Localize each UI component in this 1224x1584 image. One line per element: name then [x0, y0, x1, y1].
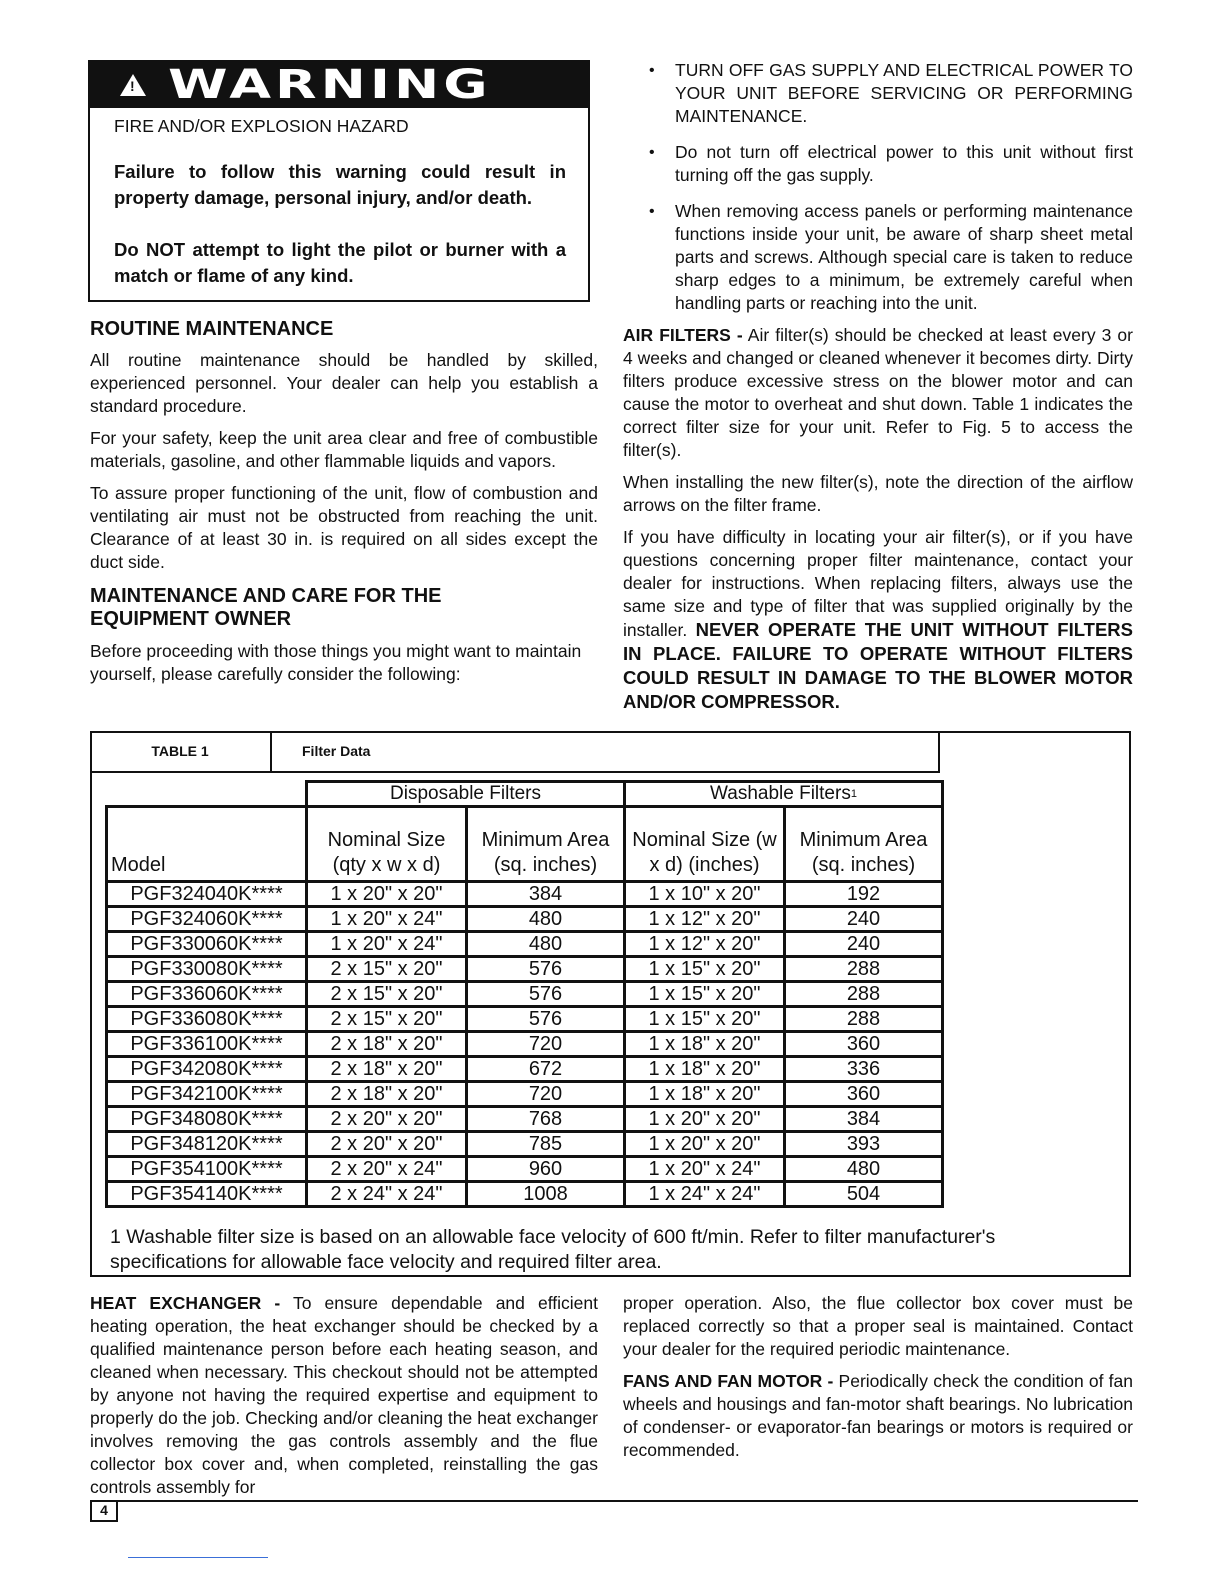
filter-data-table — [105, 780, 944, 1208]
cell-washable-size: 1 x 18" x 20" — [625, 1032, 785, 1057]
cell-washable-area: 480 — [785, 1157, 943, 1182]
table-label: TABLE 1 — [90, 731, 272, 771]
table-row — [107, 1157, 943, 1182]
table-row — [107, 957, 943, 982]
group-header-row — [107, 782, 943, 807]
cell-disposable-size: 2 x 18" x 20" — [307, 1057, 467, 1082]
fans-lead: FANS AND FAN MOTOR - — [623, 1371, 834, 1391]
cell-washable-area: 240 — [785, 907, 943, 932]
footer-link-underline — [128, 1557, 268, 1558]
cell-disposable-size: 2 x 18" x 20" — [307, 1082, 467, 1107]
air-filters-paragraph-3 — [623, 526, 1133, 714]
table-row — [107, 982, 943, 1007]
cell-model: PGF336060K**** — [107, 982, 307, 1007]
cell-washable-area: 384 — [785, 1107, 943, 1132]
cell-washable-area: 360 — [785, 1082, 943, 1107]
table-row — [107, 1032, 943, 1057]
heat-exchanger-text: To ensure dependable and efficient heating operation, the heat exchanger should be checked by a qualified maintenance person before each heating season, and cleaned when necessary. This checkout should not be attempted by anyone not having the required expertise and equipment to properly do the job. Checking and/or cleaning the heat exchanger involves removing the gas controls assembly and the flue collector box cover and, when completed, reinstalling the gas controls assembly for — [90, 1293, 598, 1497]
warning-triangle-icon: ! — [120, 74, 146, 96]
routine-paragraph-1: All routine maintenance should be handled by skilled, experienced personnel. Your dealer can help you establish a standard procedure. — [90, 350, 598, 416]
cell-model: PGF348080K**** — [107, 1107, 307, 1132]
cell-disposable-size: 2 x 20" x 24" — [307, 1157, 467, 1182]
warning-message: Failure to follow this warning could result in property damage, personal injury, and/or death. — [114, 161, 566, 208]
cell-disposable-area: 960 — [467, 1157, 625, 1182]
table-row — [107, 1132, 943, 1157]
cell-washable-size: 1 x 15" x 20" — [625, 982, 785, 1007]
cell-disposable-size: 2 x 15" x 20" — [307, 957, 467, 982]
table-row — [107, 1082, 943, 1107]
cell-disposable-area: 480 — [467, 907, 625, 932]
bullet-item: • Do not turn off electrical power to this unit without first turning off the gas supply. — [623, 141, 1133, 187]
footnote-mark: 1 — [850, 788, 857, 800]
air-filters-paragraph-1 — [623, 324, 1133, 462]
table-row — [107, 907, 943, 932]
cell-washable-area: 504 — [785, 1182, 943, 1207]
fans-text: Periodically check the condition of fan wheels and housings and fan-motor shaft bearings. No lubrication of condenser- or evaporator-fan bearings or motors is required or recommended. — [623, 1371, 1133, 1460]
warning-instruction: Do NOT attempt to light the pilot or burner with a match or flame of any kind. — [114, 239, 566, 286]
air-filters-caution: NEVER OPERATE THE UNIT WITHOUT FILTERS IN PLACE. FAILURE TO OPERATE WITHOUT FILTERS COULD RESULT IN DAMAGE TO THE BLOWER MOTOR AND/OR COMPRESSOR. — [623, 619, 1133, 712]
cell-washable-size: 1 x 18" x 20" — [625, 1082, 785, 1107]
owner-heading — [90, 585, 598, 631]
hazard-label: FIRE AND/OR EXPLOSION HAZARD — [114, 116, 409, 136]
table-body — [107, 882, 943, 1207]
routine-paragraph-2: For your safety, keep the unit area clear and free of combustible materials, gasoline, and other flammable liquids and vapors. — [90, 428, 598, 471]
cell-washable-size: 1 x 15" x 20" — [625, 957, 785, 982]
fans-paragraph — [623, 1370, 1133, 1462]
cell-model: PGF324040K**** — [107, 882, 307, 907]
cell-disposable-area: 1008 — [467, 1182, 625, 1207]
cell-disposable-area: 768 — [467, 1107, 625, 1132]
heat-exchanger-lead: HEAT EXCHANGER - — [90, 1293, 281, 1313]
cell-model: PGF342080K**** — [107, 1057, 307, 1082]
air-filters-text: Air filter(s) should be checked at least every 3 or 4 weeks and changed or cleaned whenever it becomes dirty. Dirty filters produce excessive stress on the blower motor and can cause the motor to overheat and shut down. Table 1 indicates the correct filter size for your unit. Refer to Fig. 5 to access the filter(s). — [623, 325, 1133, 460]
cell-disposable-size: 1 x 20" x 24" — [307, 907, 467, 932]
cell-washable-area: 393 — [785, 1132, 943, 1157]
cell-disposable-size: 1 x 20" x 24" — [307, 932, 467, 957]
left-column — [90, 318, 598, 686]
cell-disposable-area: 384 — [467, 882, 625, 907]
cell-disposable-area: 720 — [467, 1032, 625, 1057]
air-filters-lead: AIR FILTERS - — [623, 325, 743, 345]
warning-header — [90, 62, 588, 108]
cell-disposable-area: 480 — [467, 932, 625, 957]
owner-paragraph: Before proceeding with those things you might want to maintain yourself, please carefully consider the following: — [90, 641, 582, 684]
cell-model: PGF330060K**** — [107, 932, 307, 957]
cell-disposable-size: 2 x 15" x 20" — [307, 1007, 467, 1032]
cell-model: PGF330080K**** — [107, 957, 307, 982]
cell-disposable-size: 2 x 20" x 20" — [307, 1132, 467, 1157]
cell-disposable-size: 2 x 20" x 20" — [307, 1107, 467, 1132]
table-row — [107, 932, 943, 957]
cell-disposable-size: 2 x 18" x 20" — [307, 1032, 467, 1057]
safety-bullets — [623, 59, 1133, 315]
column-header-washable-size: Nominal Size (w x d) (inches) — [625, 807, 785, 882]
group-washable-filters: Washable Filters$^1$ — [625, 782, 943, 807]
column-header-row — [107, 807, 943, 882]
cell-disposable-size: 2 x 15" x 20" — [307, 982, 467, 1007]
cell-washable-size: 1 x 12" x 20" — [625, 907, 785, 932]
cell-disposable-size: 1 x 20" x 20" — [307, 882, 467, 907]
cell-disposable-area: 720 — [467, 1082, 625, 1107]
cell-washable-size: 1 x 20" x 20" — [625, 1107, 785, 1132]
cell-model: PGF348120K**** — [107, 1132, 307, 1157]
cell-model: PGF354140K**** — [107, 1182, 307, 1207]
cell-model: PGF336100K**** — [107, 1032, 307, 1057]
cell-washable-area: 360 — [785, 1032, 943, 1057]
column-header-washable-area: Minimum Area (sq. inches) — [785, 807, 943, 882]
table-title-bar — [90, 731, 940, 773]
table-footnote: 1 Washable filter size is based on an allowable face velocity of 600 ft/min. Refer to filter manufacturer's specifications for allowable face velocity and required filter area. — [110, 1226, 996, 1273]
right-bottom-section — [623, 1292, 1133, 1462]
right-column — [623, 59, 1133, 714]
column-header-disposable-area: Minimum Area (sq. inches) — [467, 807, 625, 882]
bullet-item: • When removing access panels or performing maintenance functions inside your unit, be aware of sharp sheet metal parts and screws. Although special care is taken to reduce sharp edges to a minimum, be extremely careful when handling parts or reaching into the unit. — [623, 200, 1133, 315]
cell-washable-size: 1 x 20" x 20" — [625, 1132, 785, 1157]
table-title: Filter Data — [302, 743, 371, 759]
warning-title: WARNING — [168, 62, 492, 108]
warning-box — [88, 60, 590, 302]
heat-exchanger-continued: proper operation. Also, the flue collector box cover must be replaced correctly so that a proper seal is maintained. Contact your dealer for the required periodic maintenance. — [623, 1293, 1133, 1359]
cell-washable-area: 288 — [785, 982, 943, 1007]
cell-model: PGF324060K**** — [107, 907, 307, 932]
cell-disposable-area: 576 — [467, 982, 625, 1007]
page-number: 4 — [90, 1500, 118, 1522]
group-disposable-filters: Disposable Filters — [307, 782, 625, 807]
cell-washable-area: 240 — [785, 932, 943, 957]
cell-washable-area: 288 — [785, 957, 943, 982]
footer-rule — [92, 1500, 1138, 1502]
table-row — [107, 1057, 943, 1082]
cell-disposable-area: 576 — [467, 957, 625, 982]
cell-washable-area: 336 — [785, 1057, 943, 1082]
routine-paragraph-3: To assure proper functioning of the unit, flow of combustion and ventilating air must not be obstructed from reaching the unit. Clearance of at least 30 in. is required on all sides except the duct side. — [90, 483, 598, 572]
cell-washable-size: 1 x 15" x 20" — [625, 1007, 785, 1032]
cell-disposable-area: 785 — [467, 1132, 625, 1157]
cell-washable-size: 1 x 18" x 20" — [625, 1057, 785, 1082]
column-header-disposable-size: Nominal Size (qty x w x d) — [307, 807, 467, 882]
cell-disposable-size: 2 x 24" x 24" — [307, 1182, 467, 1207]
air-filters-paragraph-2: When installing the new filter(s), note the direction of the airflow arrows on the filter frame. — [623, 472, 1133, 515]
owner-heading-line-2: EQUIPMENT OWNER — [90, 608, 292, 630]
heat-exchanger-section — [90, 1292, 598, 1499]
cell-model: PGF354100K**** — [107, 1157, 307, 1182]
table-row — [107, 1107, 943, 1132]
routine-maintenance-heading: ROUTINE MAINTENANCE — [90, 318, 334, 340]
cell-washable-area: 192 — [785, 882, 943, 907]
cell-model: PGF342100K**** — [107, 1082, 307, 1107]
cell-disposable-area: 672 — [467, 1057, 625, 1082]
table-row — [107, 882, 943, 907]
table-row — [107, 1007, 943, 1032]
cell-washable-size: 1 x 10" x 20" — [625, 882, 785, 907]
cell-model: PGF336080K**** — [107, 1007, 307, 1032]
owner-heading-line-1: MAINTENANCE AND CARE FOR THE — [90, 585, 442, 607]
table-row — [107, 1182, 943, 1207]
column-header-model: Model — [107, 807, 307, 882]
bullet-item: • TURN OFF GAS SUPPLY AND ELECTRICAL POWER TO YOUR UNIT BEFORE SERVICING OR PERFORMING MAINTENANCE. — [623, 59, 1133, 128]
cell-washable-size: 1 x 20" x 24" — [625, 1157, 785, 1182]
air-filters-text: If you have difficulty in locating your air filter(s), or if you have questions concerning proper filter maintenance, contact your dealer for instructions. When replacing filters, always use the same size and type of filter that was supplied originally by the installer. — [623, 527, 1133, 640]
cell-disposable-area: 576 — [467, 1007, 625, 1032]
heat-exchanger-paragraph — [90, 1292, 598, 1499]
cell-washable-size: 1 x 24" x 24" — [625, 1182, 785, 1207]
cell-washable-area: 288 — [785, 1007, 943, 1032]
cell-washable-size: 1 x 12" x 20" — [625, 932, 785, 957]
